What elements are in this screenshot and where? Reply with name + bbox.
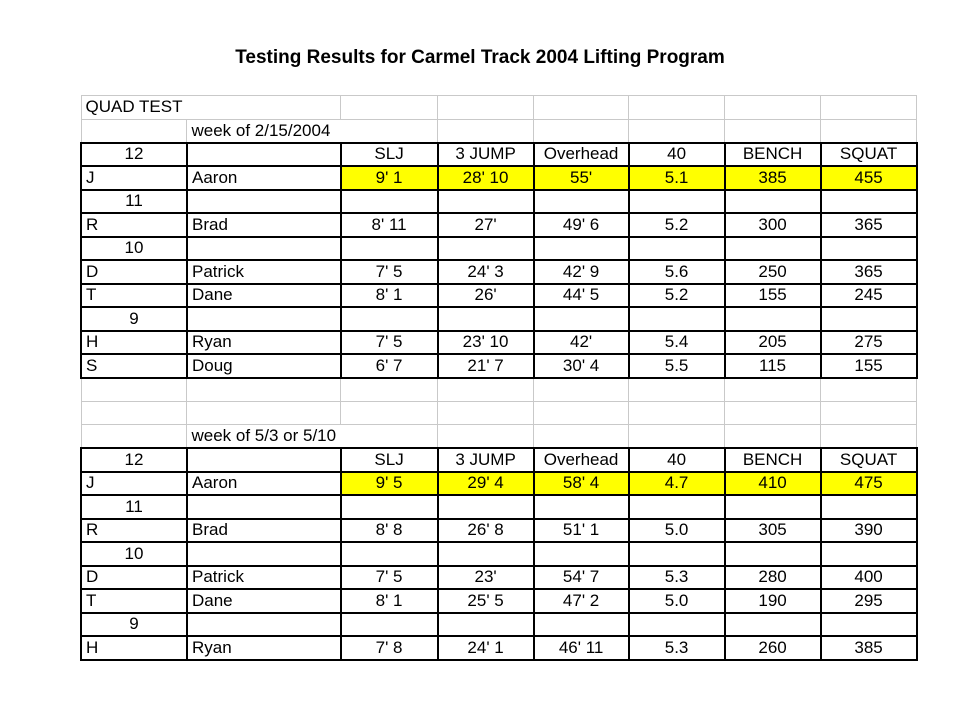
athlete-row [81, 166, 917, 190]
result-cell: 155 [821, 354, 917, 378]
athlete-row [81, 213, 917, 237]
column-header: BENCH [725, 143, 821, 167]
empty-cell [81, 119, 187, 143]
empty-cell [438, 378, 534, 402]
empty-cell [725, 96, 821, 120]
result-cell: 300 [725, 213, 821, 237]
result-cell: 260 [725, 636, 821, 660]
athlete-name: Patrick [187, 566, 341, 590]
empty-cell [725, 378, 821, 402]
empty-cell [629, 96, 725, 120]
athlete-initial: T [81, 284, 187, 308]
athlete-name: Aaron [187, 166, 341, 190]
empty-cell [534, 237, 629, 261]
result-cell: 5.2 [629, 213, 725, 237]
empty-cell [341, 495, 438, 519]
athlete-name: Brad [187, 213, 341, 237]
result-cell: 365 [821, 213, 917, 237]
empty-cell [629, 237, 725, 261]
athlete-row [81, 589, 917, 613]
result-cell: 42' [534, 331, 629, 355]
empty-cell [821, 401, 917, 425]
empty-cell [725, 237, 821, 261]
grade-row [81, 307, 917, 331]
athlete-initial: J [81, 472, 187, 496]
empty-cell [629, 613, 725, 637]
column-header: SQUAT [821, 143, 917, 167]
result-cell: 7' 5 [341, 260, 438, 284]
result-cell: 245 [821, 284, 917, 308]
empty-cell [438, 542, 534, 566]
result-cell: 455 [821, 166, 917, 190]
result-cell: 5.6 [629, 260, 725, 284]
athlete-name: Dane [187, 284, 341, 308]
result-cell: 27' [438, 213, 534, 237]
empty-cell [821, 495, 917, 519]
result-cell: 305 [725, 519, 821, 543]
result-cell: 275 [821, 331, 917, 355]
athlete-row [81, 284, 917, 308]
empty-cell [534, 378, 629, 402]
empty-cell [821, 96, 917, 120]
empty-cell [187, 307, 341, 331]
column-header: BENCH [725, 448, 821, 472]
result-cell: 29' 4 [438, 472, 534, 496]
grade-label: 10 [81, 237, 187, 261]
empty-cell [438, 425, 534, 449]
empty-cell [821, 613, 917, 637]
blank-row [81, 401, 917, 425]
empty-cell [341, 119, 438, 143]
empty-cell [438, 237, 534, 261]
result-cell: 295 [821, 589, 917, 613]
result-cell: 26' 8 [438, 519, 534, 543]
empty-cell [534, 542, 629, 566]
athlete-name: Doug [187, 354, 341, 378]
header-row [81, 448, 917, 472]
athlete-initial: H [81, 636, 187, 660]
grade-row [81, 542, 917, 566]
column-header: 3 JUMP [438, 143, 534, 167]
grade-label: 12 [81, 143, 187, 167]
result-cell: 115 [725, 354, 821, 378]
empty-cell [821, 542, 917, 566]
result-cell: 28' 10 [438, 166, 534, 190]
empty-cell [341, 613, 438, 637]
empty-cell [725, 542, 821, 566]
empty-cell [629, 378, 725, 402]
empty-cell [187, 190, 341, 214]
athlete-initial: R [81, 519, 187, 543]
athlete-row [81, 260, 917, 284]
result-cell: 365 [821, 260, 917, 284]
result-cell: 5.3 [629, 636, 725, 660]
empty-cell [725, 613, 821, 637]
empty-cell [725, 119, 821, 143]
grade-label: 11 [81, 495, 187, 519]
result-cell: 8' 11 [341, 213, 438, 237]
empty-cell [534, 307, 629, 331]
empty-cell [341, 96, 438, 120]
athlete-row [81, 519, 917, 543]
column-header: SQUAT [821, 448, 917, 472]
empty-cell [187, 613, 341, 637]
result-cell: 30' 4 [534, 354, 629, 378]
empty-cell [821, 190, 917, 214]
result-cell: 49' 6 [534, 213, 629, 237]
athlete-row [81, 636, 917, 660]
empty-cell [341, 378, 438, 402]
athlete-row [81, 354, 917, 378]
empty-cell [534, 119, 629, 143]
blank-row [81, 378, 917, 402]
athlete-initial: T [81, 589, 187, 613]
result-cell: 5.4 [629, 331, 725, 355]
empty-cell [534, 613, 629, 637]
athlete-name: Ryan [187, 331, 341, 355]
empty-cell [341, 401, 438, 425]
result-cell: 51' 1 [534, 519, 629, 543]
grade-label: 9 [81, 307, 187, 331]
athlete-initial: D [81, 260, 187, 284]
athlete-row [81, 472, 917, 496]
result-cell: 5.2 [629, 284, 725, 308]
results-table [80, 95, 918, 661]
result-cell: 9' 5 [341, 472, 438, 496]
result-cell: 410 [725, 472, 821, 496]
grade-label: 12 [81, 448, 187, 472]
result-cell: 5.5 [629, 354, 725, 378]
empty-cell [821, 425, 917, 449]
empty-cell [629, 401, 725, 425]
result-cell: 5.0 [629, 589, 725, 613]
grade-label: 9 [81, 613, 187, 637]
grade-row [81, 495, 917, 519]
empty-cell [629, 542, 725, 566]
result-cell: 5.1 [629, 166, 725, 190]
empty-cell [187, 495, 341, 519]
grade-label: 10 [81, 542, 187, 566]
empty-cell [341, 425, 438, 449]
athlete-initial: S [81, 354, 187, 378]
grade-row [81, 613, 917, 637]
result-cell: 155 [725, 284, 821, 308]
column-header: 40 [629, 143, 725, 167]
result-cell: 23' 10 [438, 331, 534, 355]
result-cell: 250 [725, 260, 821, 284]
result-cell: 47' 2 [534, 589, 629, 613]
athlete-initial: R [81, 213, 187, 237]
empty-cell [725, 495, 821, 519]
empty-cell [81, 425, 187, 449]
empty-cell [187, 378, 341, 402]
empty-cell [438, 119, 534, 143]
result-cell: 42' 9 [534, 260, 629, 284]
empty-cell [341, 542, 438, 566]
empty-cell [438, 401, 534, 425]
empty-cell [821, 237, 917, 261]
result-cell: 55' [534, 166, 629, 190]
result-cell: 25' 5 [438, 589, 534, 613]
header-row [81, 143, 917, 167]
empty-cell [534, 401, 629, 425]
result-cell: 390 [821, 519, 917, 543]
column-header: SLJ [341, 448, 438, 472]
empty-cell [534, 495, 629, 519]
result-cell: 7' 8 [341, 636, 438, 660]
result-cell: 5.3 [629, 566, 725, 590]
result-cell: 26' [438, 284, 534, 308]
athlete-name: Patrick [187, 260, 341, 284]
athlete-initial: D [81, 566, 187, 590]
result-cell: 190 [725, 589, 821, 613]
empty-cell [725, 425, 821, 449]
result-cell: 6' 7 [341, 354, 438, 378]
empty-cell [438, 96, 534, 120]
empty-cell [629, 307, 725, 331]
week-label: week of 2/15/2004 [187, 119, 341, 143]
empty-cell [534, 96, 629, 120]
athlete-row [81, 331, 917, 355]
empty-cell [821, 119, 917, 143]
result-cell: 475 [821, 472, 917, 496]
page-title: Testing Results for Carmel Track 2004 Lifting Program [235, 47, 725, 68]
column-header: 3 JUMP [438, 448, 534, 472]
empty-cell [187, 96, 341, 120]
result-cell: 24' 3 [438, 260, 534, 284]
athlete-initial: H [81, 331, 187, 355]
result-cell: 8' 1 [341, 589, 438, 613]
result-cell: 4.7 [629, 472, 725, 496]
result-cell: 44' 5 [534, 284, 629, 308]
empty-cell [534, 425, 629, 449]
empty-cell [81, 378, 187, 402]
empty-cell [534, 190, 629, 214]
column-header: 40 [629, 448, 725, 472]
column-header: SLJ [341, 143, 438, 167]
empty-cell [821, 378, 917, 402]
result-cell: 385 [725, 166, 821, 190]
grade-row [81, 190, 917, 214]
empty-cell [341, 190, 438, 214]
result-cell: 8' 1 [341, 284, 438, 308]
empty-cell [81, 401, 187, 425]
empty-cell [438, 307, 534, 331]
grade-label: 11 [81, 190, 187, 214]
result-cell: 9' 1 [341, 166, 438, 190]
empty-cell [187, 143, 341, 167]
empty-cell [725, 401, 821, 425]
empty-cell [187, 448, 341, 472]
result-cell: 205 [725, 331, 821, 355]
empty-cell [629, 495, 725, 519]
sheet-title: QUAD TEST [81, 96, 187, 120]
column-header: Overhead [534, 448, 629, 472]
athlete-name: Dane [187, 589, 341, 613]
column-header: Overhead [534, 143, 629, 167]
result-cell: 5.0 [629, 519, 725, 543]
sheet-title-row [81, 96, 917, 120]
result-cell: 7' 5 [341, 566, 438, 590]
result-cell: 280 [725, 566, 821, 590]
empty-cell [187, 542, 341, 566]
grade-row [81, 237, 917, 261]
week-label-row [81, 425, 917, 449]
empty-cell [341, 307, 438, 331]
athlete-row [81, 566, 917, 590]
result-cell: 46' 11 [534, 636, 629, 660]
empty-cell [341, 237, 438, 261]
empty-cell [629, 190, 725, 214]
empty-cell [438, 613, 534, 637]
empty-cell [629, 425, 725, 449]
athlete-initial: J [81, 166, 187, 190]
athlete-name: Brad [187, 519, 341, 543]
week-label: week of 5/3 or 5/10 [187, 425, 341, 449]
result-cell: 7' 5 [341, 331, 438, 355]
result-cell: 8' 8 [341, 519, 438, 543]
empty-cell [438, 495, 534, 519]
result-cell: 21' 7 [438, 354, 534, 378]
empty-cell [725, 307, 821, 331]
result-cell: 54' 7 [534, 566, 629, 590]
athlete-name: Ryan [187, 636, 341, 660]
result-cell: 400 [821, 566, 917, 590]
empty-cell [438, 190, 534, 214]
athlete-name: Aaron [187, 472, 341, 496]
result-cell: 58' 4 [534, 472, 629, 496]
empty-cell [629, 119, 725, 143]
empty-cell [187, 401, 341, 425]
week-label-row [81, 119, 917, 143]
result-cell: 385 [821, 636, 917, 660]
empty-cell [187, 237, 341, 261]
result-cell: 24' 1 [438, 636, 534, 660]
empty-cell [821, 307, 917, 331]
result-cell: 23' [438, 566, 534, 590]
empty-cell [725, 190, 821, 214]
